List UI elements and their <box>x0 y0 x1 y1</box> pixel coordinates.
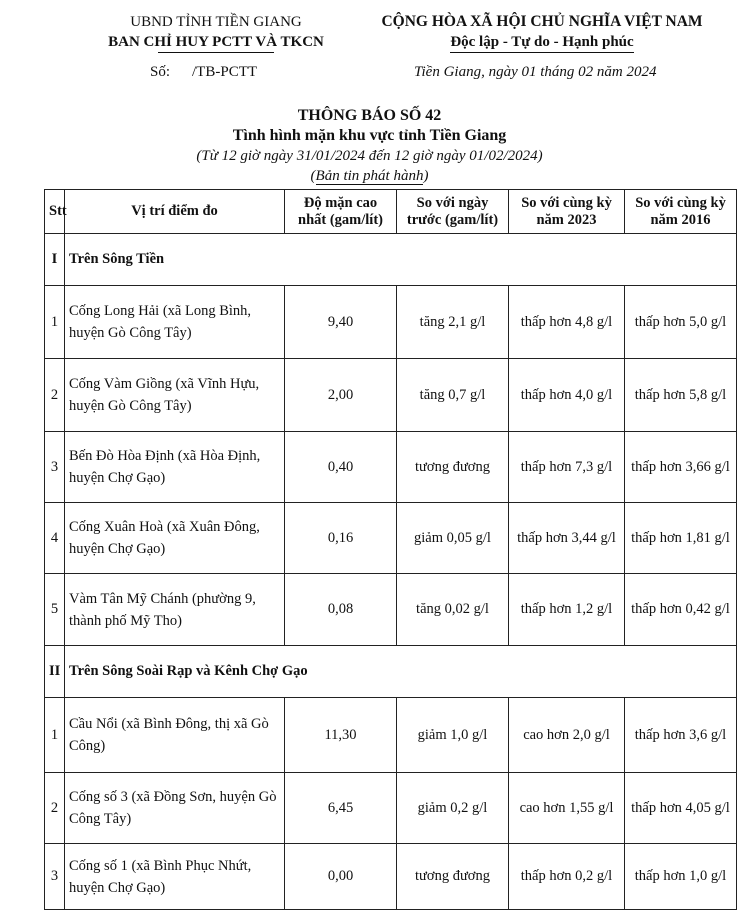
notice-subtitle: Tình hình mặn khu vực tỉnh Tiền Giang <box>232 127 507 144</box>
table-row <box>45 286 737 359</box>
row-vs-2016: thấp hơn 1,0 g/l <box>625 844 737 910</box>
agency-parent: UBND TỈNH TIỀN GIANG <box>130 14 302 30</box>
notice-title: THÔNG BÁO SỐ 42 <box>297 107 442 124</box>
row-vs-prev-day: tăng 0,02 g/l <box>397 574 509 646</box>
section-title: Trên Sông Tiền <box>65 234 737 286</box>
table-header-row <box>45 190 737 234</box>
row-vs-2016: thấp hơn 1,81 g/l <box>625 503 737 574</box>
row-location: Cầu Nổi (xã Bình Đông, thị xã Gò Công) <box>65 698 285 773</box>
row-location: Cống Xuân Hoà (xã Xuân Đông, huyện Chợ Gạo) <box>65 503 285 574</box>
row-location: Cống Long Hải (xã Long Bình, huyện Gò Công Tây) <box>65 286 285 359</box>
row-vs-2016: thấp hơn 5,8 g/l <box>625 359 737 432</box>
header-max-salinity: Độ mặn cao nhất (gam/lít) <box>285 190 397 234</box>
row-max-salinity: 0,08 <box>285 574 397 646</box>
agency-header <box>66 12 366 53</box>
national-name: CỘNG HÒA XÃ HỘI CHỦ NGHĨA VIỆT NAM <box>381 13 703 30</box>
row-vs-2016: thấp hơn 4,05 g/l <box>625 773 737 844</box>
row-vs-2023: thấp hơn 7,3 g/l <box>509 432 625 503</box>
national-motto: Độc lập - Tự do - Hạnh phúc <box>450 32 633 53</box>
table-row <box>45 432 737 503</box>
table-row <box>45 773 737 844</box>
header-location: Vị trí điểm đo <box>65 190 285 234</box>
row-vs-prev-day: tương đương <box>397 432 509 503</box>
number-label: Số: <box>150 64 171 80</box>
row-vs-2016: thấp hơn 0,42 g/l <box>625 574 737 646</box>
header-vs-prev-day: So với ngày trước (gam/lít) <box>397 190 509 234</box>
row-vs-2023: thấp hơn 3,44 g/l <box>509 503 625 574</box>
row-location: Vàm Tân Mỹ Chánh (phường 9, thành phố Mỹ Tho) <box>65 574 285 646</box>
document-date: Tiền Giang, ngày 01 tháng 02 năm 2024 <box>414 64 657 80</box>
row-location: Cống số 1 (xã Bình Phục Nhứt, huyện Chợ Gạo) <box>65 844 285 910</box>
row-stt: 5 <box>45 574 65 646</box>
row-max-salinity: 2,00 <box>285 359 397 432</box>
row-vs-2023: thấp hơn 4,0 g/l <box>509 359 625 432</box>
bulletin-label: Bản tin phát hành <box>315 168 424 184</box>
section-row <box>45 646 737 698</box>
row-vs-prev-day: tương đương <box>397 844 509 910</box>
table-row <box>45 359 737 432</box>
row-max-salinity: 0,00 <box>285 844 397 910</box>
row-stt: 3 <box>45 432 65 503</box>
row-max-salinity: 6,45 <box>285 773 397 844</box>
row-stt: 3 <box>45 844 65 910</box>
row-max-salinity: 0,40 <box>285 432 397 503</box>
row-location: Bến Đò Hòa Định (xã Hòa Định, huyện Chợ Gạo) <box>65 432 285 503</box>
table-row <box>45 698 737 773</box>
agency-underline <box>158 52 274 53</box>
row-vs-2016: thấp hơn 3,66 g/l <box>625 432 737 503</box>
row-vs-prev-day: giảm 1,0 g/l <box>397 698 509 773</box>
row-vs-2023: cao hơn 2,0 g/l <box>509 698 625 773</box>
row-vs-2023: thấp hơn 1,2 g/l <box>509 574 625 646</box>
row-vs-2023: thấp hơn 0,2 g/l <box>509 844 625 910</box>
agency-name: BAN CHỈ HUY PCTT VÀ TKCN <box>108 34 324 50</box>
national-header <box>366 12 718 53</box>
row-stt: 1 <box>45 286 65 359</box>
row-location: Cống Vàm Giồng (xã Vĩnh Hựu, huyện Gò Công Tây) <box>65 359 285 432</box>
document-number <box>150 64 257 81</box>
section-number: I <box>45 234 65 286</box>
row-location: Cống số 3 (xã Đồng Sơn, huyện Gò Công Tây) <box>65 773 285 844</box>
row-vs-prev-day: giảm 0,05 g/l <box>397 503 509 574</box>
number-value: /TB-PCTT <box>192 64 258 80</box>
bulletin-note: (Bản tin phát hành) <box>310 168 429 184</box>
header-vs-2023: So với cùng kỳ năm 2023 <box>509 190 625 234</box>
notice-title-block <box>0 106 739 186</box>
row-vs-2023: cao hơn 1,55 g/l <box>509 773 625 844</box>
notice-period: (Từ 12 giờ ngày 31/01/2024 đến 12 giờ ngày 01/02/2024) <box>196 148 543 164</box>
header-stt: Stt <box>45 190 65 234</box>
row-stt: 2 <box>45 773 65 844</box>
row-stt: 1 <box>45 698 65 773</box>
row-max-salinity: 0,16 <box>285 503 397 574</box>
salinity-table <box>44 189 737 910</box>
section-row <box>45 234 737 286</box>
row-max-salinity: 11,30 <box>285 698 397 773</box>
row-vs-prev-day: tăng 2,1 g/l <box>397 286 509 359</box>
table-row <box>45 574 737 646</box>
row-vs-2023: thấp hơn 4,8 g/l <box>509 286 625 359</box>
row-vs-2016: thấp hơn 5,0 g/l <box>625 286 737 359</box>
row-vs-2016: thấp hơn 3,6 g/l <box>625 698 737 773</box>
row-stt: 4 <box>45 503 65 574</box>
table-row <box>45 844 737 910</box>
row-vs-prev-day: giảm 0,2 g/l <box>397 773 509 844</box>
section-title: Trên Sông Soài Rạp và Kênh Chợ Gạo <box>65 646 737 698</box>
row-vs-prev-day: tăng 0,7 g/l <box>397 359 509 432</box>
header-vs-2016: So với cùng kỳ năm 2016 <box>625 190 737 234</box>
table-row <box>45 503 737 574</box>
section-number: II <box>45 646 65 698</box>
row-stt: 2 <box>45 359 65 432</box>
row-max-salinity: 9,40 <box>285 286 397 359</box>
